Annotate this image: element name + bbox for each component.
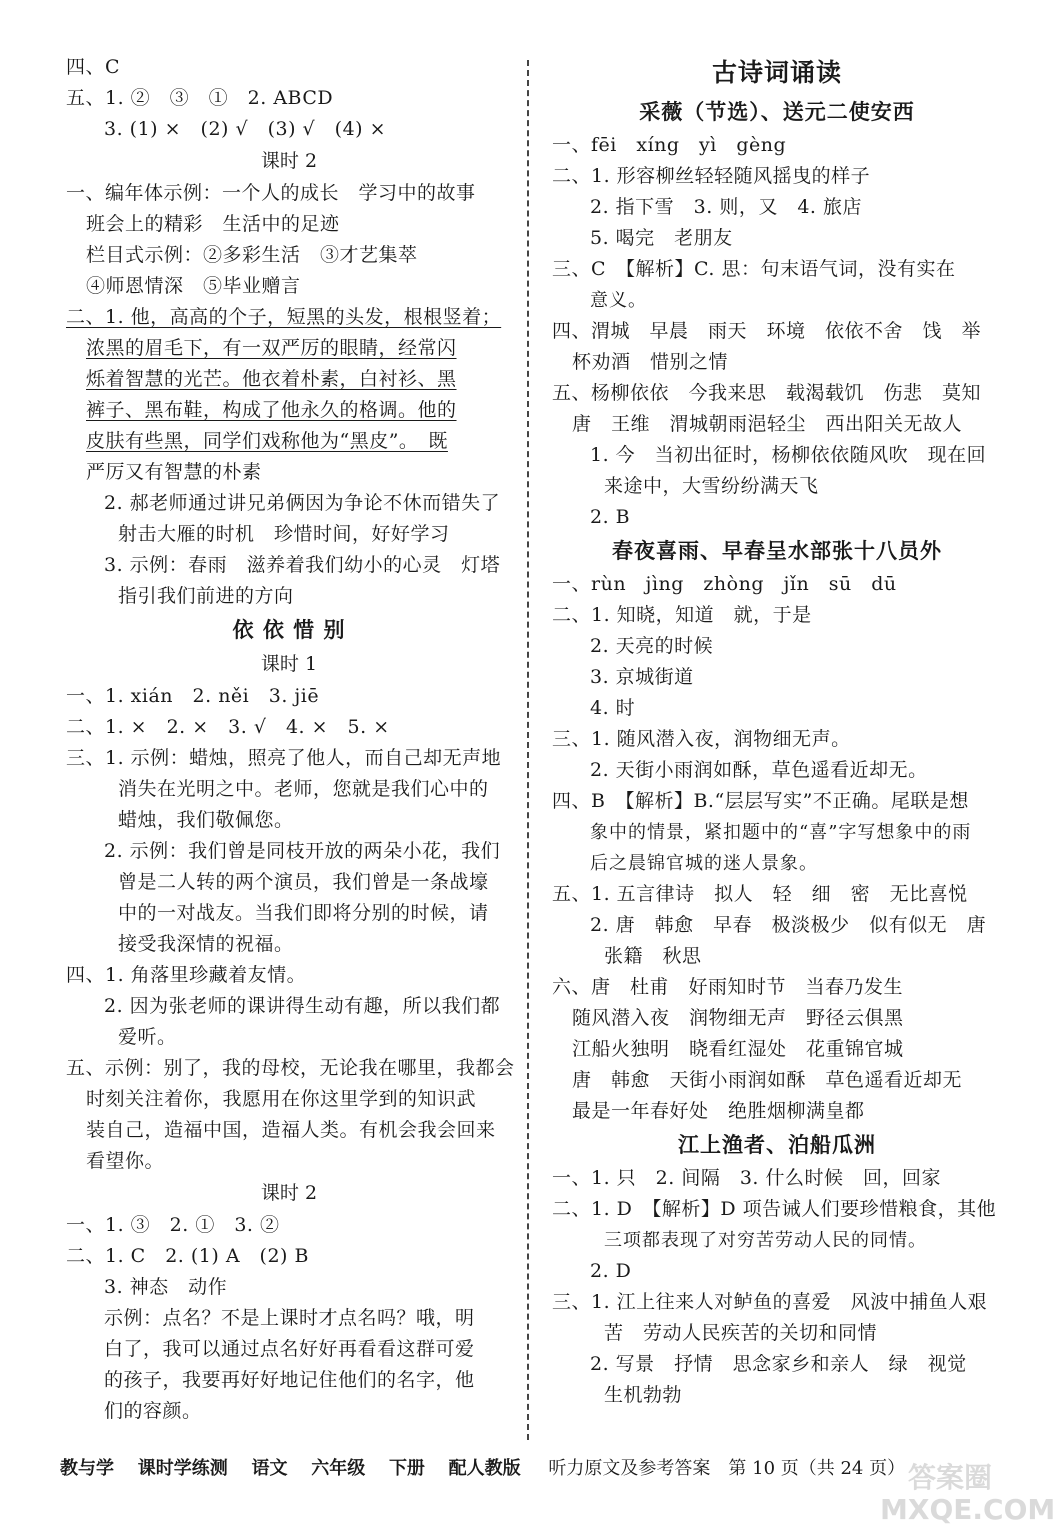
answer-line: 唐 韩愈 天街小雨润如酥 草色遥看近却无 (572, 1069, 963, 1091)
section-heading: 春夜喜雨、早春呈水部张十八员外 (612, 539, 942, 563)
footer-subject: 语文 (251, 1458, 288, 1479)
answer-line: 爱听。 (118, 1026, 177, 1048)
answer-line: 接受我深情的祝福。 (118, 933, 294, 955)
answer-line: 1. 今 当初出征时，杨柳依依随风吹 现在回 (590, 444, 987, 466)
answer-line: 2. 天亮的时候 (590, 635, 714, 657)
answer-line: 三、1. 江上往来人对鲈鱼的喜爱 风波中捕鱼人艰 (552, 1291, 988, 1313)
answer-line: 装自己，造福中国，造福人类。有机会我会回来 (86, 1119, 496, 1141)
section-heading: 采薇（节选）、送元二使安西 (639, 100, 915, 124)
answer-line: 唐 王维 渭城朝雨浥轻尘 西出阳关无故人 (572, 413, 963, 435)
answer-line: 2. 因为张老师的课讲得生动有趣，所以我们都 (104, 995, 501, 1017)
answer-line: 班会上的精彩 生活中的足迹 (86, 213, 340, 235)
answer-line: 3. 京城街道 (590, 666, 694, 688)
lesson-heading: 课时 2 (260, 150, 318, 172)
answer-line: 消失在光明之中。老师，您就是我们心中的 (118, 778, 489, 800)
answer-line: 浓黑的眉毛下，有一双严厉的眼睛，经常闪 (86, 337, 457, 359)
answer-line: 射击大雁的时机 珍惜时间，好好学习 (118, 523, 450, 545)
answer-line: 五、示例：别了，我的母校，无论我在哪里，我都会 (66, 1057, 515, 1079)
answer-line: 一、rùn jìng zhòng jǐn sū dū (552, 573, 897, 595)
answer-line: 2. 写景 抒情 思念家乡和亲人 绿 视觉 (590, 1353, 967, 1375)
answer-line: 最是一年春好处 绝胜烟柳满皇都 (572, 1100, 865, 1122)
answer-line: 四、C (66, 56, 121, 78)
answer-line: 五、1. ② ③ ① 2. ABCD (66, 87, 334, 109)
lesson-heading: 课时 2 (260, 1182, 318, 1204)
answer-line: 一、1. xián 2. něi 3. jiē (66, 685, 320, 707)
answer-line: 裤子、黑布鞋，构成了他永久的格调。他的 (86, 399, 457, 421)
answer-line: 5. 喝完 老朋友 (590, 227, 733, 249)
answer-line: 江船火独明 晓看红湿处 花重锦官城 (572, 1038, 904, 1060)
answer-line: 一、1. ③ 2. ① 3. ② (66, 1214, 280, 1236)
answer-line: 一、1. 只 2. 间隔 3. 什么时候 回，回家 (552, 1167, 942, 1189)
answer-line: 二、1. × 2. × 3. √ 4. × 5. × (66, 716, 390, 738)
answer-line: 三项都表现了对穷苦劳动人民的同情。 (604, 1230, 927, 1251)
answer-line: 2. 指下雪 3. 则，又 4. 旅店 (590, 196, 863, 218)
answer-line: 2. 示例：我们曾是同枝开放的两朵小花，我们 (104, 840, 501, 862)
answer-line: 的孩子，我要再好好地记住他们的名字，他 (104, 1369, 475, 1391)
answer-line: 三、1. 随风潜入夜，润物细无声。 (552, 728, 851, 750)
answer-line: 后之晨锦官城的迷人景象。 (590, 853, 818, 874)
page-footer (60, 1454, 1020, 1480)
answer-line: 四、B 【解析】B.“层层写实”不正确。尾联是想 (552, 790, 969, 812)
answer-line: 五、1. 五言律诗 拟人 轻 细 密 无比喜悦 (552, 883, 968, 905)
answer-line: 2. 唐 韩愈 早春 极淡极少 似有似无 唐 (590, 914, 987, 936)
answer-line: 二、1. C 2. (1) A (2) B (66, 1245, 309, 1267)
footer-edition: 配人教版 (448, 1458, 521, 1479)
answer-line: 们的容颜。 (104, 1400, 202, 1422)
answer-line: 二、1. 形容柳丝轻轻随风摇曳的样子 (552, 165, 871, 187)
column-divider (527, 60, 529, 1440)
answer-line: 苦 劳动人民疾苦的关切和同情 (604, 1322, 878, 1344)
answer-line: 2. 郝老师通过讲兄弟俩因为争论不休而错失了 (104, 492, 501, 514)
left-column (66, 52, 515, 1427)
answer-line: 3. (1) × (2) √ (3) √ (4) × (104, 118, 387, 140)
answer-line: 二、1. 知晓，知道 就，于是 (552, 604, 812, 626)
answer-line: 来途中，大雪纷纷满天飞 (604, 475, 819, 497)
answer-line: 六、唐 杜甫 好雨知时节 当春乃发生 (552, 976, 904, 998)
answer-line: 曾是二人转的两个演员，我们曾是一条战壕 (118, 871, 489, 893)
answer-line: 4. 时 (590, 697, 636, 719)
answer-line: 张籍 秋思 (604, 945, 702, 967)
answer-line: 一、fēi xíng yì gèng (552, 134, 787, 156)
footer-page-info: 听力原文及参考答案 第 10 页（共 24 页） (548, 1458, 906, 1479)
answer-line: 白了，我可以通过点名好好再看看这群可爱 (104, 1338, 475, 1360)
answer-line: 三、C 【解析】C. 思：句末语气词，没有实在 (552, 258, 956, 280)
answer-line: 严厉又有智慧的朴素 (86, 461, 262, 483)
answer-line: 蜡烛，我们敬佩您。 (118, 809, 294, 831)
answer-line: 二、1. D 【解析】D 项告诫人们要珍惜粮食，其他 (552, 1198, 997, 1220)
watermark-logo (880, 1461, 1055, 1532)
answer-line: 随风潜入夜 润物细无声 野径云俱黑 (572, 1007, 904, 1029)
watermark-text: 答案圈 MXQE.COM (880, 1461, 1055, 1526)
answer-line: 四、1. 角落里珍藏着友情。 (66, 964, 307, 986)
answer-line: 2. 天街小雨润如酥，草色遥看近却无。 (590, 759, 928, 781)
answer-line: 意义。 (590, 290, 647, 311)
right-column (552, 52, 1002, 1411)
answer-line: 烁着智慧的光芒。他衣着朴素，白衬衫、黑 (86, 368, 457, 390)
answer-line: 二、1. 他，高高的个子，短黑的头发，根根竖着； (66, 306, 502, 328)
answer-line: ④师恩情深 ⑤毕业赠言 (86, 275, 301, 297)
answer-line: 栏目式示例：②多彩生活 ③才艺集萃 (86, 244, 418, 266)
answer-line: 中的一对战友。当我们即将分别的时候，请 (118, 902, 489, 924)
answer-line: 3. 示例：春雨 滋养着我们幼小的心灵 灯塔 (104, 554, 501, 576)
answer-line: 杯劝酒 惜别之情 (572, 351, 729, 373)
answer-line: 2. B (590, 506, 631, 528)
footer-grade: 六年级 (311, 1458, 366, 1479)
answer-line: 3. 神态 动作 (104, 1276, 228, 1298)
answer-line: 示例：点名？不是上课时才点名吗？哦，明 (104, 1307, 475, 1329)
footer-brand: 教与学 (60, 1458, 114, 1479)
answer-line: 四、渭城 早晨 雨天 环境 依依不舍 饯 举 (552, 320, 982, 342)
answer-line: 象中的情景，紧扣题中的“喜”字写想象中的雨 (590, 822, 972, 843)
answer-line: 2. D (590, 1260, 632, 1282)
answer-line: 三、1. 示例：蜡烛，照亮了他人，而自己却无声地 (66, 747, 502, 769)
answer-line: 五、杨柳依依 今我来思 载渴载饥 伤悲 莫知 (552, 382, 982, 404)
section-title: 古诗词诵读 (711, 58, 842, 87)
answer-line: 皮肤有些黑，同学们戏称他为“黑皮”。 既 (86, 430, 448, 452)
section-heading: 依 依 惜 别 (232, 618, 346, 642)
footer-term: 下册 (388, 1458, 425, 1479)
footer-series: 课时学练测 (137, 1458, 228, 1479)
answer-line: 指引我们前进的方向 (118, 585, 294, 607)
answer-line: 看望你。 (86, 1150, 165, 1172)
section-heading: 江上渔者、泊船瓜洲 (678, 1133, 876, 1157)
lesson-heading: 课时 1 (260, 653, 318, 675)
answer-line: 时刻关注着你，我愿用在你这里学到的知识武 (86, 1088, 477, 1110)
answer-line: 一、编年体示例：一个人的成长 学习中的故事 (66, 182, 476, 204)
answer-line: 生机勃勃 (604, 1384, 683, 1406)
